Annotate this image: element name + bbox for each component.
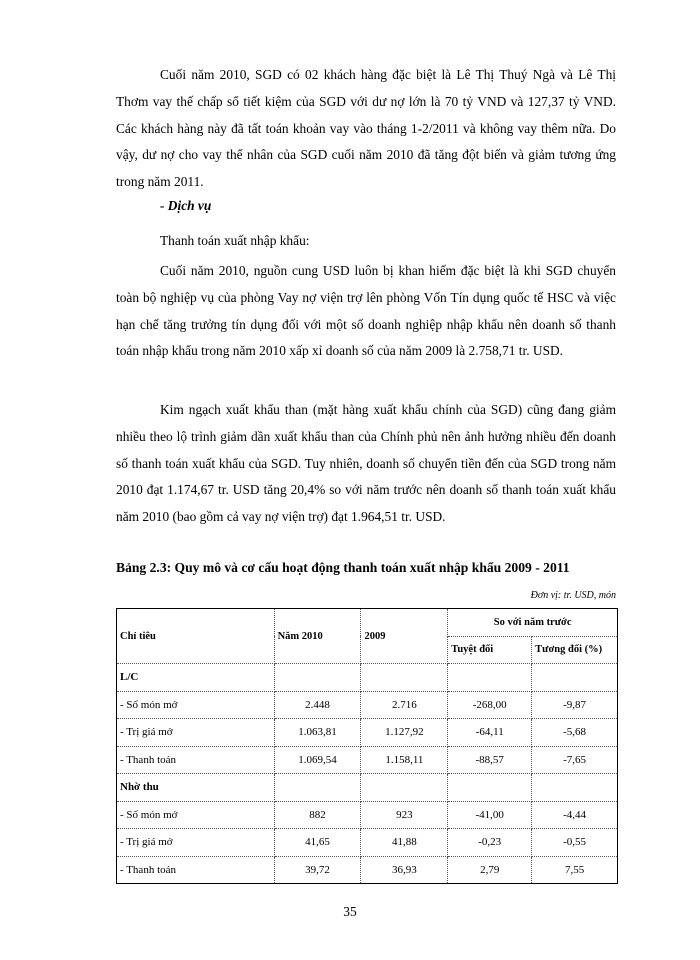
table-row — [117, 691, 618, 719]
cell-2010: 41,65 — [274, 829, 361, 857]
cell-relative: 7,55 — [532, 856, 618, 884]
cell-2009: 1.158,11 — [361, 746, 448, 774]
row-label: - Trị giá mở — [117, 829, 275, 857]
table-group-row — [117, 664, 618, 692]
group-name: L/C — [117, 664, 275, 692]
cell-relative: -4,44 — [532, 801, 618, 829]
cell-absolute: -0,23 — [448, 829, 532, 857]
cell-2010: 2.448 — [274, 691, 361, 719]
table-row — [117, 829, 618, 857]
paragraph-export-payment: Kim ngạch xuất khẩu than (mặt hàng xuất khẩu chính của SGD) cũng đang giảm nhiều theo lộ trình giảm dần xuất khẩu than của Chính phủ nên ảnh hưởng nhiều đến doanh số thanh toán xuất khẩu của SGD. Tuy nhiên, doanh số chuyển tiền đến của SGD trong năm 2010 đạt 1.174,67 tr. USD tăng 20,4% so với năm trước nên doanh số thanh toán xuất khẩu năm 2010 (bao gồm cả vay nợ viện trợ) đạt 1.964,51 tr. USD. — [116, 402, 616, 525]
row-label: - Số món mở — [117, 801, 275, 829]
table-row — [117, 801, 618, 829]
cell-relative: -0,55 — [532, 829, 618, 857]
row-label: - Số món mở — [117, 691, 275, 719]
table-unit-note: Đơn vị: tr. USD, món — [530, 590, 616, 601]
cell-2009: 1.127,92 — [361, 719, 448, 747]
cell-2010: 1.063,81 — [274, 719, 361, 747]
paragraph-import-payment: Cuối năm 2010, nguồn cung USD luôn bị khan hiếm đặc biệt là khi SGD chuyển toàn bộ nghiệp vụ của phòng Vay nợ viện trợ lên phòng Vốn Tín dụng quốc tế HSC và việc hạn chế tăng trưởng tín dụng đối với một số doanh nghiệp nhập khẩu nên doanh số thanh toán nhập khẩu trong năm 2010 xấp xỉ doanh số của năm 2009 là 2.758,71 tr. USD. — [116, 263, 616, 359]
table-group-row — [117, 774, 618, 802]
header-criteria: Chỉ tiêu — [117, 609, 275, 664]
page-number: 35 — [343, 904, 357, 919]
cell-absolute: -41,00 — [448, 801, 532, 829]
cell-2009: 923 — [361, 801, 448, 829]
row-label: - Thanh toán — [117, 856, 275, 884]
row-label: - Thanh toán — [117, 746, 275, 774]
table-caption: Bảng 2.3: Quy mô và cơ cấu hoạt động thanh toán xuất nhập khẩu 2009 - 2011 — [116, 560, 570, 575]
cell-2010: 1.069,54 — [274, 746, 361, 774]
cell-relative: -9,87 — [532, 691, 618, 719]
cell-absolute: -88,57 — [448, 746, 532, 774]
paragraph-special-customers: Cuối năm 2010, SGD có 02 khách hàng đặc biệt là Lê Thị Thuý Ngà và Lê Thị Thơm vay thế chấp sổ tiết kiệm của SGD với dư nợ lớn là 70 tỷ VND và 127,37 tỷ VND. Các khách hàng này đã tất toán khoản vay vào tháng 1-2/2011 và không vay thêm nữa. Do vậy, dư nợ cho vay thể nhân của SGD cuối năm 2010 đã tăng đột biến và giảm tương ứng trong năm 2011. — [116, 67, 616, 190]
group-name: Nhờ thu — [117, 774, 275, 802]
payment-table — [116, 608, 618, 884]
cell-absolute: -268,00 — [448, 691, 532, 719]
header-year-2009: 2009 — [361, 609, 448, 664]
cell-2009: 2.716 — [361, 691, 448, 719]
header-absolute: Tuyệt đối — [448, 636, 532, 664]
cell-2009: 36,93 — [361, 856, 448, 884]
cell-2009: 41,88 — [361, 829, 448, 857]
cell-absolute: 2,79 — [448, 856, 532, 884]
cell-relative: -5,68 — [532, 719, 618, 747]
section-heading-services: - Dịch vụ — [160, 198, 212, 213]
paragraph-import-export-title: Thanh toán xuất nhập khẩu: — [160, 233, 310, 248]
cell-2010: 39,72 — [274, 856, 361, 884]
table-row — [117, 856, 618, 884]
cell-absolute: -64,11 — [448, 719, 532, 747]
table-row — [117, 719, 618, 747]
header-compare: So với năm trước — [448, 609, 618, 637]
header-relative: Tương đối (%) — [532, 636, 618, 664]
table-row — [117, 746, 618, 774]
row-label: - Trị giá mở — [117, 719, 275, 747]
header-year-2010: Năm 2010 — [274, 609, 361, 664]
cell-relative: -7,65 — [532, 746, 618, 774]
cell-2010: 882 — [274, 801, 361, 829]
